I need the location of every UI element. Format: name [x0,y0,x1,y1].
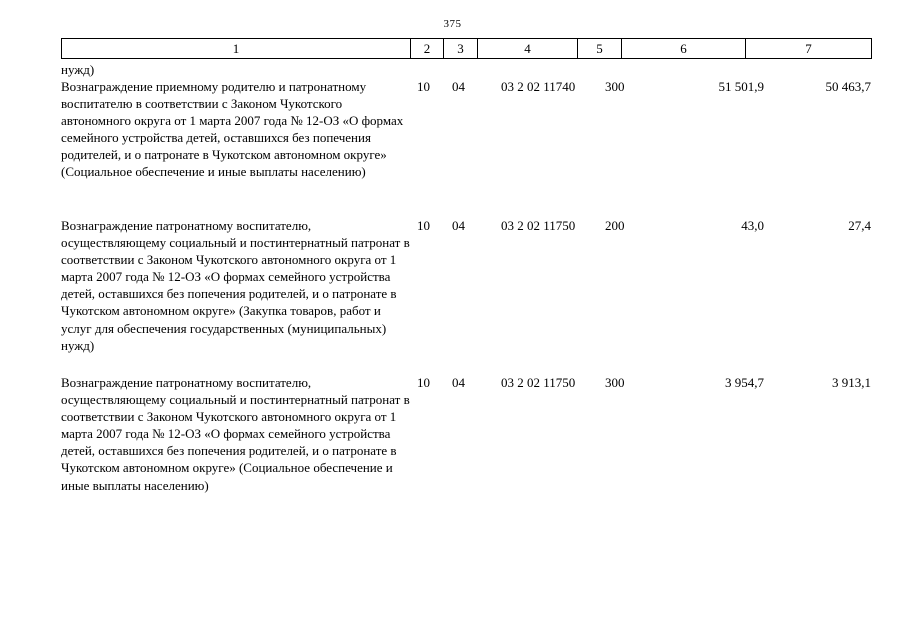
row-amount-1: 3 954,7 [725,375,764,390]
row-description: Вознаграждение патронатному воспитателю, осуществляющему социальный и постинтернатный патронат в соответствии с Законом Чукотского автономного округа от 1 марта 2007 года № 12-ОЗ «О формах семейного устройства детей, оставшихся без попечения родителей, и о патронате в Чукотском автономном округе» (Социальное обеспечение и иные выплаты населению) [61,375,410,493]
continuation-text: нужд) [61,62,95,77]
row-amount-1: 51 501,9 [718,79,764,94]
row-subsection: 04 [452,218,465,233]
row-section: 10 [417,375,430,390]
column-header: 1 [62,39,411,59]
row-amount-2: 27,4 [848,218,871,233]
column-header: 2 [411,39,444,59]
row-section: 10 [417,218,430,233]
row-subsection: 04 [452,79,465,94]
row-target-article: 03 2 02 11750 [501,375,576,390]
row-amount-2: 50 463,7 [825,79,871,94]
row-description: Вознаграждение патронатному воспитателю, осуществляющему социальный и постинтернатный патронат в соответствии с Законом Чукотского автономного округа от 1 марта 2007 года № 12-ОЗ «О формах семейного устройства детей, оставшихся без попечения родителей, и о патронате в Чукотском автономном округе» (Закупка товаров, работ и услуг для обеспечения государственных (муниципальных) нужд) [61,218,410,353]
row-amount-2: 3 913,1 [832,375,871,390]
column-header: 4 [478,39,578,59]
column-header-row [62,39,872,59]
row-expense-type: 300 [605,79,625,94]
column-header: 5 [578,39,622,59]
row-description: Вознаграждение приемному родителю и патронатному воспитателю в соответствии с Законом Чукотского автономного округа от 1 марта 2007 года № 12-ОЗ «О формах семейного устройства детей, оставшихся без попечения родителей, и о патронате в Чукотском автономном округе» (Социальное обеспечение и иные выплаты населению) [61,79,404,180]
row-target-article: 03 2 02 11750 [501,218,576,233]
column-header: 7 [746,39,872,59]
page-number: 375 [443,18,462,30]
column-header: 6 [622,39,746,59]
row-subsection: 04 [452,375,465,390]
row-target-article: 03 2 02 11740 [501,79,576,94]
row-expense-type: 300 [605,375,625,390]
column-header-table [61,38,872,59]
column-header: 3 [444,39,478,59]
row-expense-type: 200 [605,218,625,233]
row-amount-1: 43,0 [741,218,764,233]
row-section: 10 [417,79,430,94]
